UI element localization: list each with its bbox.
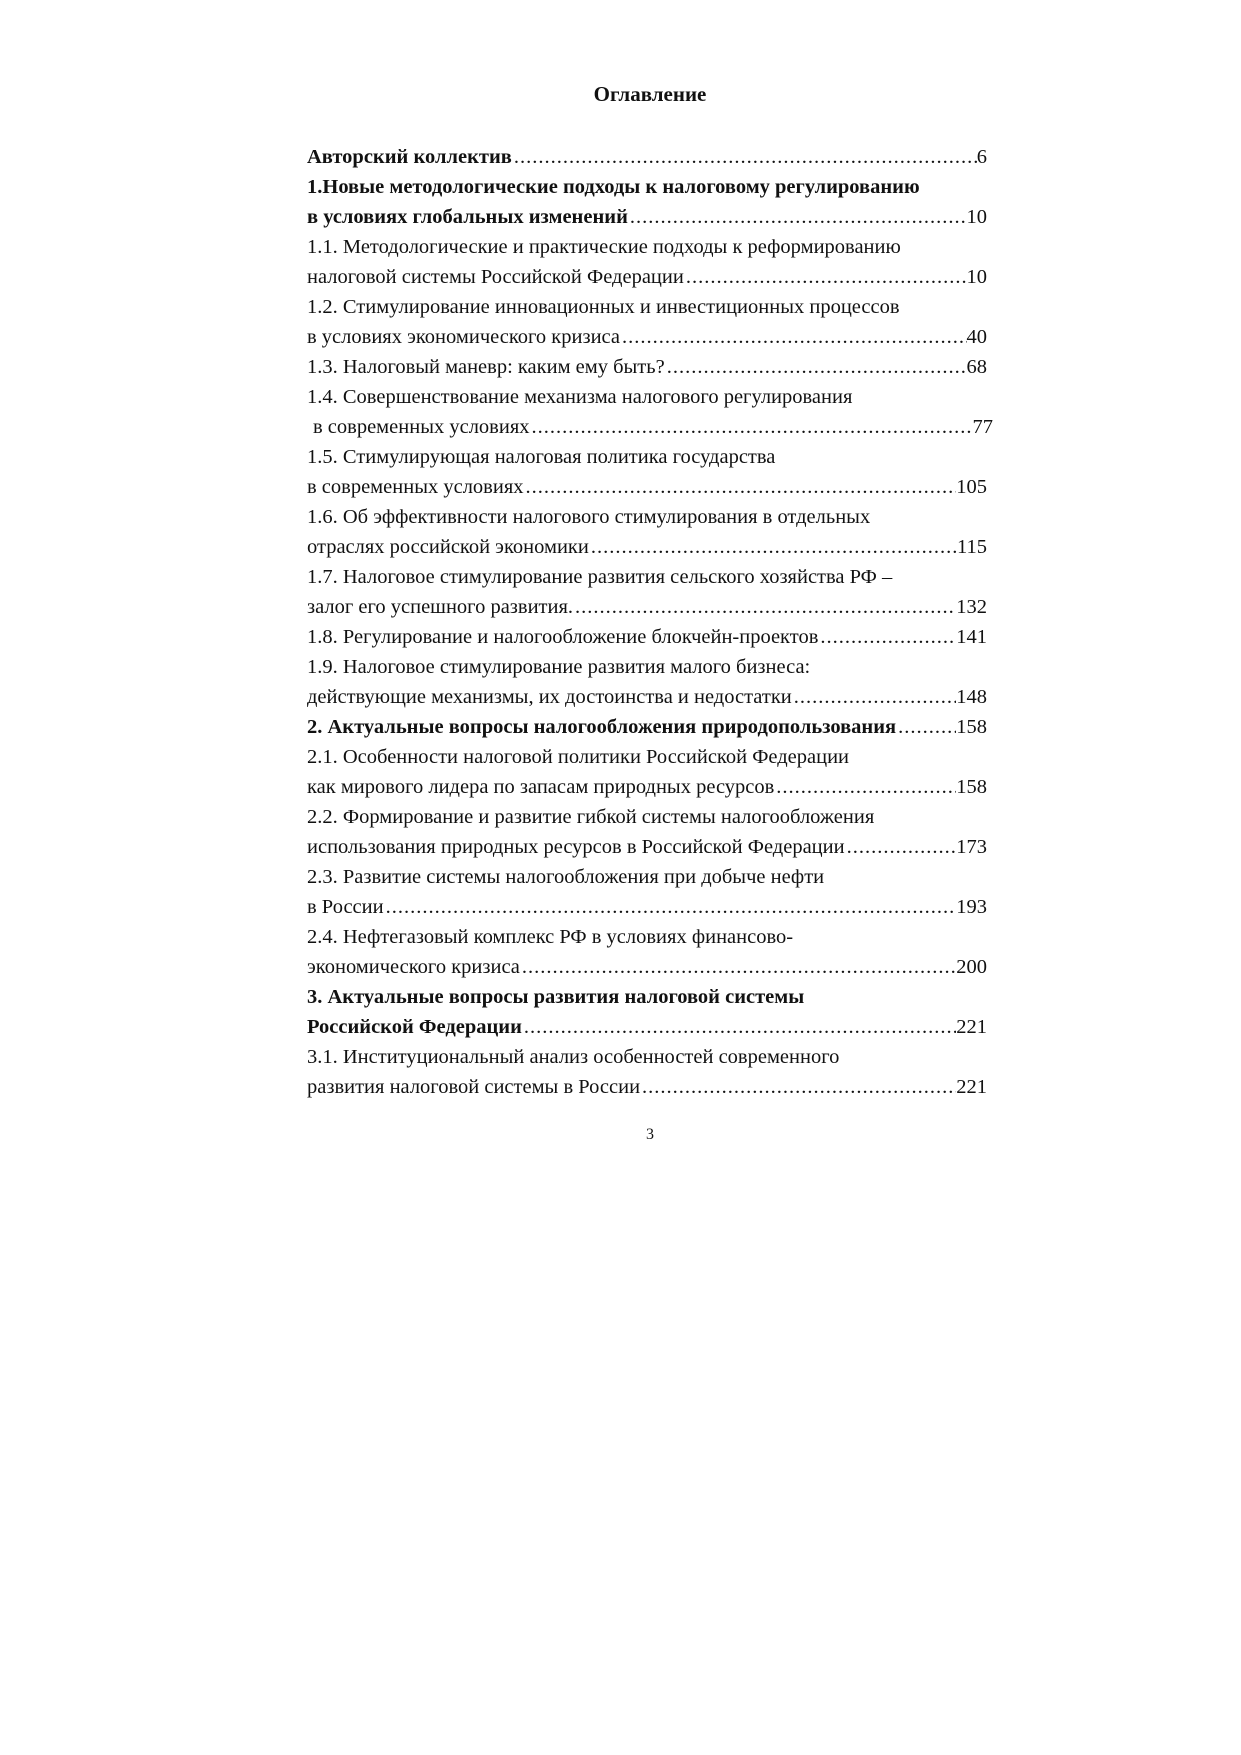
dot-leader <box>620 322 967 352</box>
toc-entry-text: 1.9. Налоговое стимулирование развития малого бизнеса: <box>307 656 811 678</box>
toc-entry-line <box>307 562 987 592</box>
toc-page-number: 10 <box>966 206 987 228</box>
dot-leader <box>530 412 973 442</box>
toc-entry-line <box>307 292 987 322</box>
toc-page-number: 173 <box>956 836 987 858</box>
toc-entry-line <box>307 982 987 1012</box>
toc-entry-text: 1.Новые методологические подходы к налоговому регулированию <box>307 176 920 198</box>
toc-entry-text: 1.5. Стимулирующая налоговая политика государства <box>307 446 776 468</box>
toc-entry-line <box>307 1012 987 1042</box>
toc-entry-text: в России <box>307 896 384 918</box>
dot-leader <box>896 712 956 742</box>
toc-entry-line <box>307 232 987 262</box>
dot-leader <box>384 892 957 922</box>
toc-entry-line <box>307 442 987 472</box>
toc-entry-text: в современных условиях <box>313 416 530 438</box>
dot-leader <box>512 142 977 172</box>
toc-entry-line <box>307 832 987 862</box>
toc-entry-line <box>307 862 987 892</box>
toc-entry-text: залог его успешного развития. <box>307 596 574 618</box>
toc-row <box>307 622 987 652</box>
toc-entry-text: использования природных ресурсов в Российской Федерации <box>307 836 845 858</box>
toc-entry-text: отраслях российской экономики <box>307 536 589 558</box>
toc-entry-line <box>307 202 987 232</box>
toc-entry-text: как мирового лидера по запасам природных ресурсов <box>307 776 775 798</box>
toc-entry-text: налоговой системы Российской Федерации <box>307 266 684 288</box>
dot-leader <box>628 202 967 232</box>
toc-entry-line <box>307 472 987 502</box>
toc-entry-text: 1.4. Совершенствование механизма налогового регулирования <box>307 386 853 408</box>
toc-entry-text: действующие механизмы, их достоинства и недостатки <box>307 686 792 708</box>
toc-entry-line <box>307 952 987 982</box>
toc-entry-text: 2. Актуальные вопросы налогообложения природопользования <box>307 716 897 738</box>
toc-page-number: 158 <box>956 776 987 798</box>
toc-row <box>307 322 987 352</box>
toc-entry-line <box>307 652 987 682</box>
page-number: 3 <box>646 1126 654 1143</box>
toc-entry-text: 3.1. Институциональный анализ особенностей современного <box>307 1046 840 1068</box>
toc-entry-text: экономического кризиса <box>307 956 520 978</box>
toc-entry-line <box>307 382 987 412</box>
toc-entry-line <box>307 592 987 622</box>
toc-row <box>307 892 987 922</box>
toc-page-number: 105 <box>956 476 987 498</box>
toc-entry-text: 2.3. Развитие системы налогообложения при добыче нефти <box>307 866 825 888</box>
toc-page-number: 148 <box>956 686 987 708</box>
toc-entry-line <box>307 892 987 922</box>
toc-row <box>307 532 987 562</box>
dot-leader <box>522 1012 956 1042</box>
toc-entry-line <box>307 802 987 832</box>
toc-row <box>307 772 987 802</box>
toc-entry-line <box>307 922 987 952</box>
toc-entry-text: 1.1. Методологические и практические подходы к реформированию <box>307 236 901 258</box>
toc-page-number: 10 <box>966 266 987 288</box>
toc-entry-text: 2.4. Нефтегазовый комплекс РФ в условиях финансово- <box>307 926 794 948</box>
toc-page-number: 132 <box>956 596 987 618</box>
toc-page-number: 115 <box>957 536 987 558</box>
toc-page-number: 221 <box>956 1016 987 1038</box>
dot-leader <box>684 262 967 292</box>
toc-entry-text: 1.7. Налоговое стимулирование развития сельского хозяйства РФ – <box>307 566 893 588</box>
dot-leader <box>589 532 957 562</box>
toc-entry-text: в условиях экономического кризиса <box>307 326 620 348</box>
toc-entry-line <box>307 352 987 382</box>
toc-entry-line <box>307 622 987 652</box>
toc-row <box>307 262 987 292</box>
page-title: Оглавление <box>593 82 707 106</box>
dot-leader <box>792 682 956 712</box>
toc-row <box>307 712 987 742</box>
toc-row <box>307 1072 987 1102</box>
toc-row <box>307 682 987 712</box>
toc-row <box>307 352 987 382</box>
toc-entry-text: 1.6. Об эффективности налогового стимулирования в отдельных <box>307 506 871 528</box>
toc-entry-line <box>307 1072 987 1102</box>
toc-entry-text: 1.3. Налоговый маневр: каким ему быть? <box>307 356 665 378</box>
toc-entry-text: Российской Федерации <box>307 1016 522 1038</box>
toc-entry-text: в современных условиях <box>307 476 524 498</box>
toc-entry-text: Авторский коллектив <box>307 146 512 168</box>
toc-entry-text: в условиях глобальных изменений <box>307 206 628 228</box>
toc-entry-text: 3. Актуальные вопросы развития налоговой системы <box>307 986 805 1008</box>
toc-entry-line <box>307 742 987 772</box>
dot-leader <box>520 952 956 982</box>
toc-row <box>307 472 987 502</box>
toc-row <box>307 952 987 982</box>
toc-entry-line <box>307 1042 987 1072</box>
toc-entry-line <box>307 502 987 532</box>
table-of-contents <box>307 142 993 1102</box>
toc-entry-line <box>307 322 987 352</box>
toc-page-number: 40 <box>966 326 987 348</box>
toc-entry-line <box>307 532 987 562</box>
toc-entry-text: 1.2. Стимулирование инновационных и инвестиционных процессов <box>307 296 900 318</box>
toc-page-number: 6 <box>976 146 987 168</box>
toc-entry-line <box>307 262 987 292</box>
toc-page-number: 77 <box>972 416 993 438</box>
toc-page-number: 141 <box>956 626 987 648</box>
toc-row <box>307 592 987 622</box>
dot-leader <box>774 772 956 802</box>
toc-entry-line <box>307 772 987 802</box>
dot-leader <box>665 352 967 382</box>
toc-page-number: 158 <box>956 716 987 738</box>
toc-page-number: 68 <box>966 356 987 378</box>
toc-entry-line <box>307 712 987 742</box>
toc-entry-line <box>307 412 993 442</box>
toc-row <box>307 202 987 232</box>
toc-row <box>307 1012 987 1042</box>
dot-leader <box>524 472 957 502</box>
toc-entry-line <box>307 172 987 202</box>
toc-row <box>307 142 987 172</box>
dot-leader <box>845 832 957 862</box>
toc-page-number: 200 <box>956 956 987 978</box>
toc-entry-text: 2.1. Особенности налоговой политики Российской Федерации <box>307 746 850 768</box>
toc-entry-line <box>307 682 987 712</box>
toc-entry-text: развития налоговой системы в России <box>307 1076 641 1098</box>
toc-entry-line <box>307 142 987 172</box>
toc-row <box>307 832 987 862</box>
toc-row <box>313 412 993 442</box>
toc-entry-text: 2.2. Формирование и развитие гибкой системы налогообложения <box>307 806 875 828</box>
dot-leader <box>640 1072 956 1102</box>
toc-entry-text: 1.8. Регулирование и налогообложение блокчейн-проектов <box>307 626 819 648</box>
toc-page-number: 193 <box>956 896 987 918</box>
dot-leader <box>573 592 956 622</box>
toc-page-number: 221 <box>956 1076 987 1098</box>
dot-leader <box>818 622 956 652</box>
